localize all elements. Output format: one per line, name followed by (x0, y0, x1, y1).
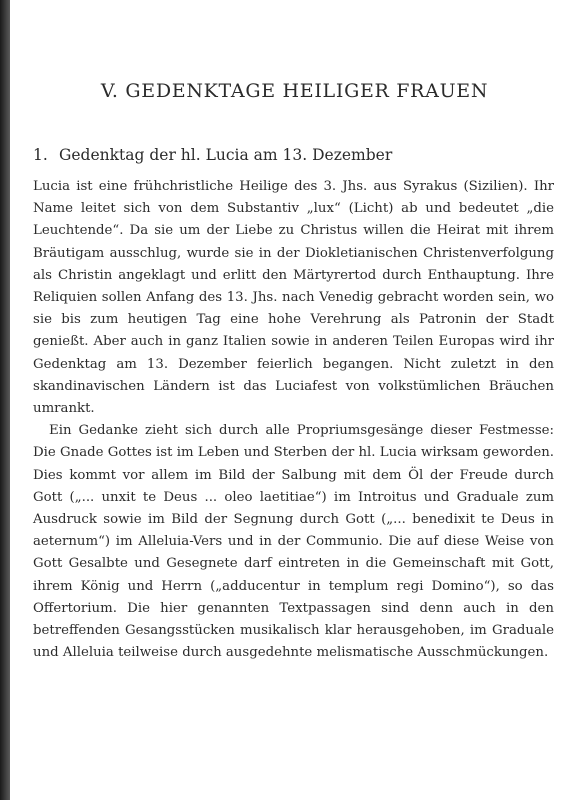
section-heading (33, 146, 392, 164)
paragraph-1: Lucia ist eine frühchristliche Heilige des 3. Jhs. aus Syrakus (Sizilien). Ihr Name leitet sich von dem Substantiv „lux“ (Licht) ab und bedeutet „die Leuchtende“. Da sie um der Liebe zu Christus willen die Heirat mit ihrem Bräutigam ausschlug, wurde sie in der Diokletianischen Christenverfolgung als Christin angeklagt und erlitt den Märtyrertod durch Enthauptung. Ihre Reliquien sollen Anfang des 13. Jhs. nach Venedig gebracht worden sein, wo sie bis zum heutigen Tag eine hohe Verehrung als Patronin der Stadt genießt. Aber auch in ganz Italien sowie in anderen Teilen Europas wird ihr Gedenktag am 13. Dezember feierlich begangen. Nicht zuletzt in den skandinavischen Ländern ist das Luciafest von volkstümlichen Bräuchen umrankt. (33, 179, 554, 417)
chapter-title: V. GEDENKTAGE HEILIGER FRAUEN (100, 80, 489, 102)
body-text (33, 176, 554, 664)
section-number: 1. (33, 146, 48, 164)
section-title: Gedenktag der hl. Lucia am 13. Dezember (59, 146, 393, 164)
scan-edge (0, 0, 10, 800)
book-page (10, 0, 579, 800)
paragraph-2: Ein Gedanke zieht sich durch alle Propriumsgesänge dieser Festmesse: Die Gnade Gottes ist im Leben und Sterben der hl. Lucia wirksam geworden. Dies kommt vor allem im Bild der Salbung mit dem Öl der Freude durch Gott („... unxit te Deus ... oleo laetitiae“) im Introitus und Graduale zum Ausdruck sowie im Bild der Segnung durch Gott („... benedixit te Deus in aeternum“) im Alleluia-Vers und in der Communio. Die auf diese Weise von Gott Gesalbte und Gesegnete darf eintreten in die Gemeinschaft mit Gott, ihrem König und Herrn („adducentur in templum regi Domino“), so das Offertorium. Die hier genannten Textpassagen sind denn auch in den betreffenden Gesangsstücken musikalisch klar herausgehoben, im Graduale und Alleluia teilweise durch ausgedehnte melismatische Ausschmückungen. (33, 423, 554, 661)
